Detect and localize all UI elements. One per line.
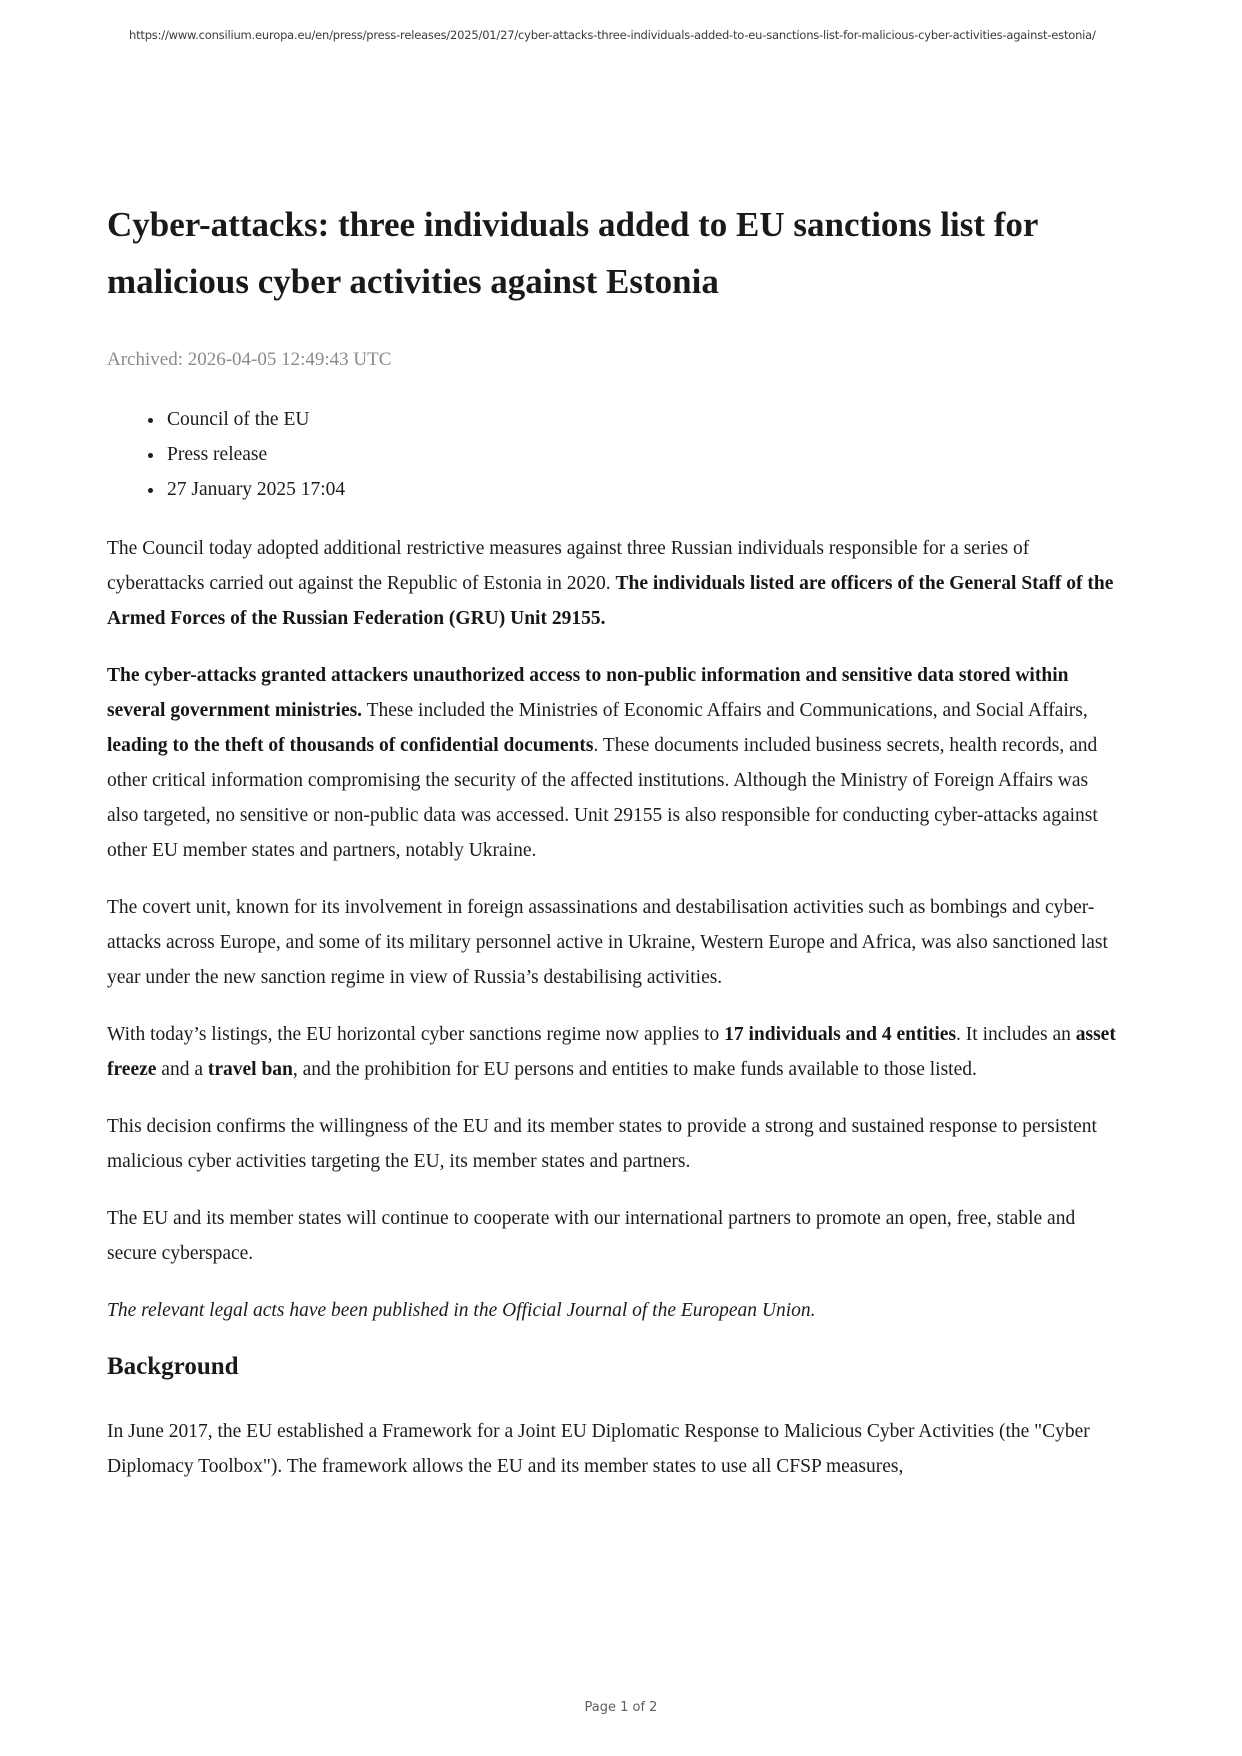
article-title: Cyber-attacks: three individuals added to EU sanctions list for malicious cyber activities against Estonia xyxy=(107,205,1038,301)
meta-item-type: • Press release xyxy=(165,437,1123,472)
paragraph-cooperation: The EU and its member states will continue to cooperate with our international partners to promote an open, free, stable and secure cyberspace. xyxy=(107,1208,1076,1264)
page-url: https://www.consilium.europa.eu/en/press/press-releases/2025/01/27/cyber-attacks-three-individuals-added-to-eu-sanctions-list-for-malicious-cyber-activities-against-estonia/ xyxy=(129,28,1096,42)
paragraph-legal-acts: The relevant legal acts have been published in the Official Journal of the European Union. xyxy=(107,1300,816,1321)
paragraph-background: In June 2017, the EU established a Framework for a Joint EU Diplomatic Response to Malicious Cyber Activities (the "Cyber Diplomacy Toolbox"). The framework allows the EU and its member states to use all CFSP measures, xyxy=(107,1421,1090,1477)
paragraph-sanctions-regime: With today’s listings, the EU horizontal cyber sanctions regime now applies to 17 individuals and 4 entities. It includes an asset freeze and a travel ban, and the prohibition for EU persons and entities to make funds available to those listed. xyxy=(107,1024,1116,1080)
article-content xyxy=(107,196,1123,1506)
paragraph-decision: This decision confirms the willingness of the EU and its member states to provide a strong and sustained response to persistent malicious cyber activities targeting the EU, its member states and partners. xyxy=(107,1116,1097,1172)
paragraph-intro: The Council today adopted additional restrictive measures against three Russian individuals responsible for a series of cyberattacks carried out against the Republic of Estonia in 2020. The individuals listed are officers of the General Staff of the Armed Forces of the Russian Federation (GRU) Unit 29155. xyxy=(107,538,1114,629)
meta-list xyxy=(107,402,1123,507)
section-heading-background: Background xyxy=(107,1353,239,1380)
paragraph-attack-details: The cyber-attacks granted attackers unauthorized access to non-public information and sensitive data stored within several government ministries. These included the Ministries of Economic Affairs and Communications, and Social Affairs, leading to the theft of thousands of confidential documents. These documents included business secrets, health records, and other critical information compromising the security of the affected institutions. Although the Ministry of Foreign Affairs was also targeted, no sensitive or non-public data was accessed. Unit 29155 is also responsible for conducting cyber-attacks against other EU member states and partners, notably Ukraine. xyxy=(107,665,1098,861)
archive-timestamp: Archived: 2026-04-05 12:49:43 UTC xyxy=(107,349,392,370)
meta-item-date: • 27 January 2025 17:04 xyxy=(165,472,1123,507)
paragraph-covert-unit: The covert unit, known for its involvement in foreign assassinations and destabilisation activities such as bombings and cyber-attacks across Europe, and some of its military personnel active in Ukraine, Western Europe and Africa, was also sanctioned last year under the new sanction regime in view of Russia’s destabilising activities. xyxy=(107,897,1108,988)
meta-item-source: • Council of the EU xyxy=(165,402,1123,437)
page-number: Page 1 of 2 xyxy=(584,1700,658,1715)
